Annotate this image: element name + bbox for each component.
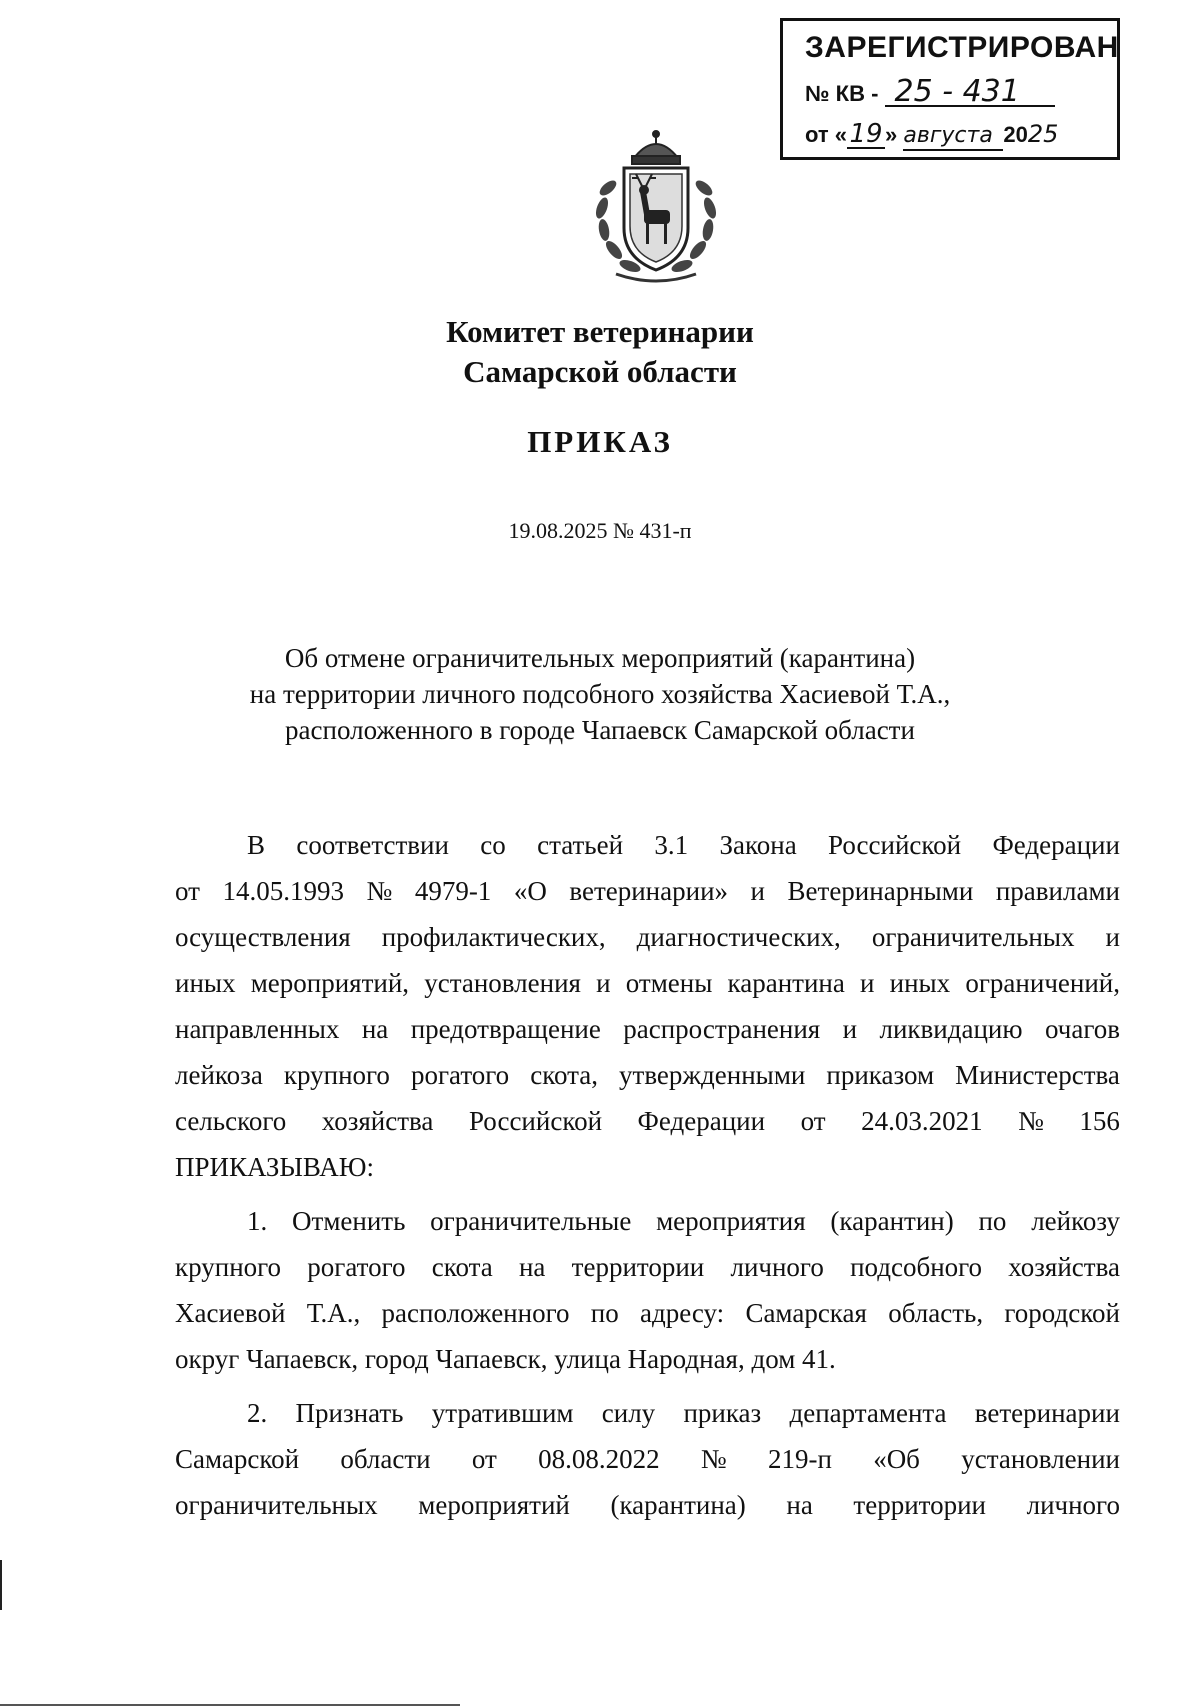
word: лейкоза — [175, 1060, 263, 1090]
organization-name-line-1: Комитет ветеринарии — [446, 314, 754, 349]
word: мероприятий — [418, 1490, 570, 1520]
word: распространения — [623, 1014, 821, 1044]
subject-line: Об отмене ограничительных мероприятий (карантина) — [284, 643, 916, 673]
word: крупного — [175, 1252, 282, 1282]
word: расположенного — [381, 1298, 570, 1328]
registration-stamp — [780, 18, 1120, 160]
document-body — [175, 822, 1120, 1528]
word: утвержденными — [619, 1060, 806, 1090]
word: ограничений, — [965, 968, 1120, 998]
word: силу — [601, 1398, 656, 1428]
word: рогатого — [307, 1252, 406, 1282]
word: Самарская — [745, 1298, 867, 1328]
word: рогатого — [410, 1060, 510, 1090]
stamp-title: ЗАРЕГИСТРИРОВАН — [805, 31, 1119, 64]
item2-line — [175, 1390, 1120, 1436]
word: территории — [571, 1252, 705, 1282]
stamp-number-handwritten: 25 - 431 — [885, 79, 1055, 107]
coat-of-arms-icon — [586, 128, 726, 286]
stamp-date-month: августа — [903, 123, 1003, 151]
item1-line — [175, 1290, 1120, 1336]
word: установлении — [961, 1444, 1120, 1474]
word: личного — [1026, 1490, 1120, 1520]
stamp-date-mid: » — [885, 122, 898, 147]
word: Отменить — [292, 1206, 406, 1236]
word: (карантин) — [830, 1206, 954, 1236]
item2-line — [175, 1436, 1120, 1482]
word: приказом — [826, 1060, 935, 1090]
word: приказ — [683, 1398, 762, 1428]
scan-edge-mark — [0, 1560, 2, 1610]
word: соответствии — [296, 830, 449, 860]
word: Самарской — [175, 1444, 300, 1474]
word: 2. — [247, 1398, 268, 1428]
word: (карантина) — [610, 1490, 746, 1520]
word: № — [1018, 1106, 1044, 1136]
word: осуществления — [175, 922, 351, 952]
word: 24.03.2021 — [861, 1106, 983, 1136]
word: иных — [175, 968, 236, 998]
preamble-line — [175, 914, 1120, 960]
word: утратившим — [431, 1398, 574, 1428]
word: Российской — [468, 1106, 603, 1136]
stamp-number-row — [805, 74, 1055, 109]
word: мероприятия — [656, 1206, 806, 1236]
word: профилактических, — [381, 922, 606, 952]
word: и — [750, 876, 765, 906]
word: карантина — [727, 968, 845, 998]
stamp-date-year-handwritten: 25 — [1027, 120, 1059, 148]
word: 219-п — [767, 1444, 832, 1474]
stamp-date-day: 19 — [847, 121, 885, 149]
word: установления — [424, 968, 581, 998]
word: мероприятий, — [250, 968, 410, 998]
word: ликвидацию — [879, 1014, 1023, 1044]
word: иных — [889, 968, 951, 998]
word: «Об — [873, 1444, 920, 1474]
word: ветеринарии» — [569, 876, 729, 906]
word: территории — [853, 1490, 986, 1520]
word: направленных — [175, 1014, 340, 1044]
word: на — [786, 1490, 813, 1520]
preamble-line — [175, 822, 1120, 868]
preamble-line — [175, 868, 1120, 914]
word: Признать — [295, 1398, 404, 1428]
preamble-line — [175, 1052, 1120, 1098]
document-type: ПРИКАЗ — [527, 424, 673, 459]
word: Хасиевой — [175, 1298, 286, 1328]
word: хозяйства — [321, 1106, 434, 1136]
word: Ветеринарными — [787, 876, 974, 906]
word: от — [175, 876, 200, 906]
word: на — [518, 1252, 546, 1282]
organization-name-line-2: Самарской области — [463, 354, 737, 389]
word: городской — [1004, 1298, 1120, 1328]
preamble-line — [175, 1006, 1120, 1052]
subject-line: расположенного в городе Чапаевск Самарской области — [285, 715, 915, 745]
word: личного — [730, 1252, 824, 1282]
word: «О — [513, 876, 547, 906]
word: 3.1 — [654, 830, 689, 860]
word: Министерства — [955, 1060, 1120, 1090]
word: ограничительных — [175, 1490, 378, 1520]
preamble-line — [175, 960, 1120, 1006]
subject-line: на территории личного подсобного хозяйства Хасиевой Т.А., — [249, 679, 951, 709]
word: скота — [431, 1252, 493, 1282]
word: № — [700, 1444, 727, 1474]
word: ограничительные — [430, 1206, 632, 1236]
word: Российской — [828, 830, 962, 860]
word: и — [860, 968, 875, 998]
word: очагов — [1044, 1014, 1120, 1044]
word: Федерации — [992, 830, 1120, 860]
stamp-date-year-prefix: 20 — [1003, 122, 1028, 147]
item1-line — [175, 1198, 1120, 1244]
stamp-date-prefix: от « — [805, 122, 848, 147]
word: 08.08.2022 — [538, 1444, 660, 1474]
word: ограничительных — [871, 922, 1075, 952]
word: по — [590, 1298, 619, 1328]
word: Т.А., — [306, 1298, 361, 1328]
word: и — [596, 968, 611, 998]
word: 14.05.1993 — [222, 876, 344, 906]
word: крупного — [283, 1060, 390, 1090]
document-date-number: 19.08.2025 № 431-п — [508, 518, 692, 543]
word: и — [1105, 922, 1120, 952]
word: № — [366, 876, 393, 906]
word: диагностических, — [636, 922, 841, 952]
word: 4979-1 — [414, 876, 492, 906]
word: В — [247, 830, 266, 860]
stamp-number-prefix: № КВ - — [805, 81, 879, 106]
word: области — [340, 1444, 431, 1474]
word: предотвращение — [410, 1014, 601, 1044]
word: скота, — [530, 1060, 598, 1090]
word: статьей — [537, 830, 624, 860]
word: ветеринарии — [974, 1398, 1120, 1428]
word: область, — [888, 1298, 984, 1328]
word: со — [480, 830, 506, 860]
item1-line — [175, 1244, 1120, 1290]
word: адресу: — [640, 1298, 725, 1328]
scan-edge-mark — [0, 1704, 460, 1706]
word: лейкозу — [1031, 1206, 1120, 1236]
word: Закона — [719, 830, 797, 860]
word: сельского — [175, 1106, 287, 1136]
word: и — [842, 1014, 858, 1044]
word: по — [978, 1206, 1007, 1236]
preamble-line — [175, 1098, 1120, 1144]
stamp-date-row — [805, 121, 1058, 151]
word: Федерации — [637, 1106, 766, 1136]
word: правилами — [995, 876, 1120, 906]
word: департамента — [789, 1398, 947, 1428]
word: от — [471, 1444, 497, 1474]
order-keyword: ПРИКАЗЫВАЮ: — [175, 1152, 374, 1182]
item2-line — [175, 1482, 1120, 1528]
item1-line: округ Чапаевск, город Чапаевск, улица Народная, дом 41. — [175, 1344, 836, 1374]
word: от — [800, 1106, 826, 1136]
document-subject — [0, 640, 1200, 748]
word: 156 — [1079, 1106, 1120, 1136]
word: 1. — [247, 1206, 268, 1236]
word: подсобного — [850, 1252, 983, 1282]
word: на — [361, 1014, 389, 1044]
word: отмены — [625, 968, 713, 998]
word: хозяйства — [1008, 1252, 1120, 1282]
